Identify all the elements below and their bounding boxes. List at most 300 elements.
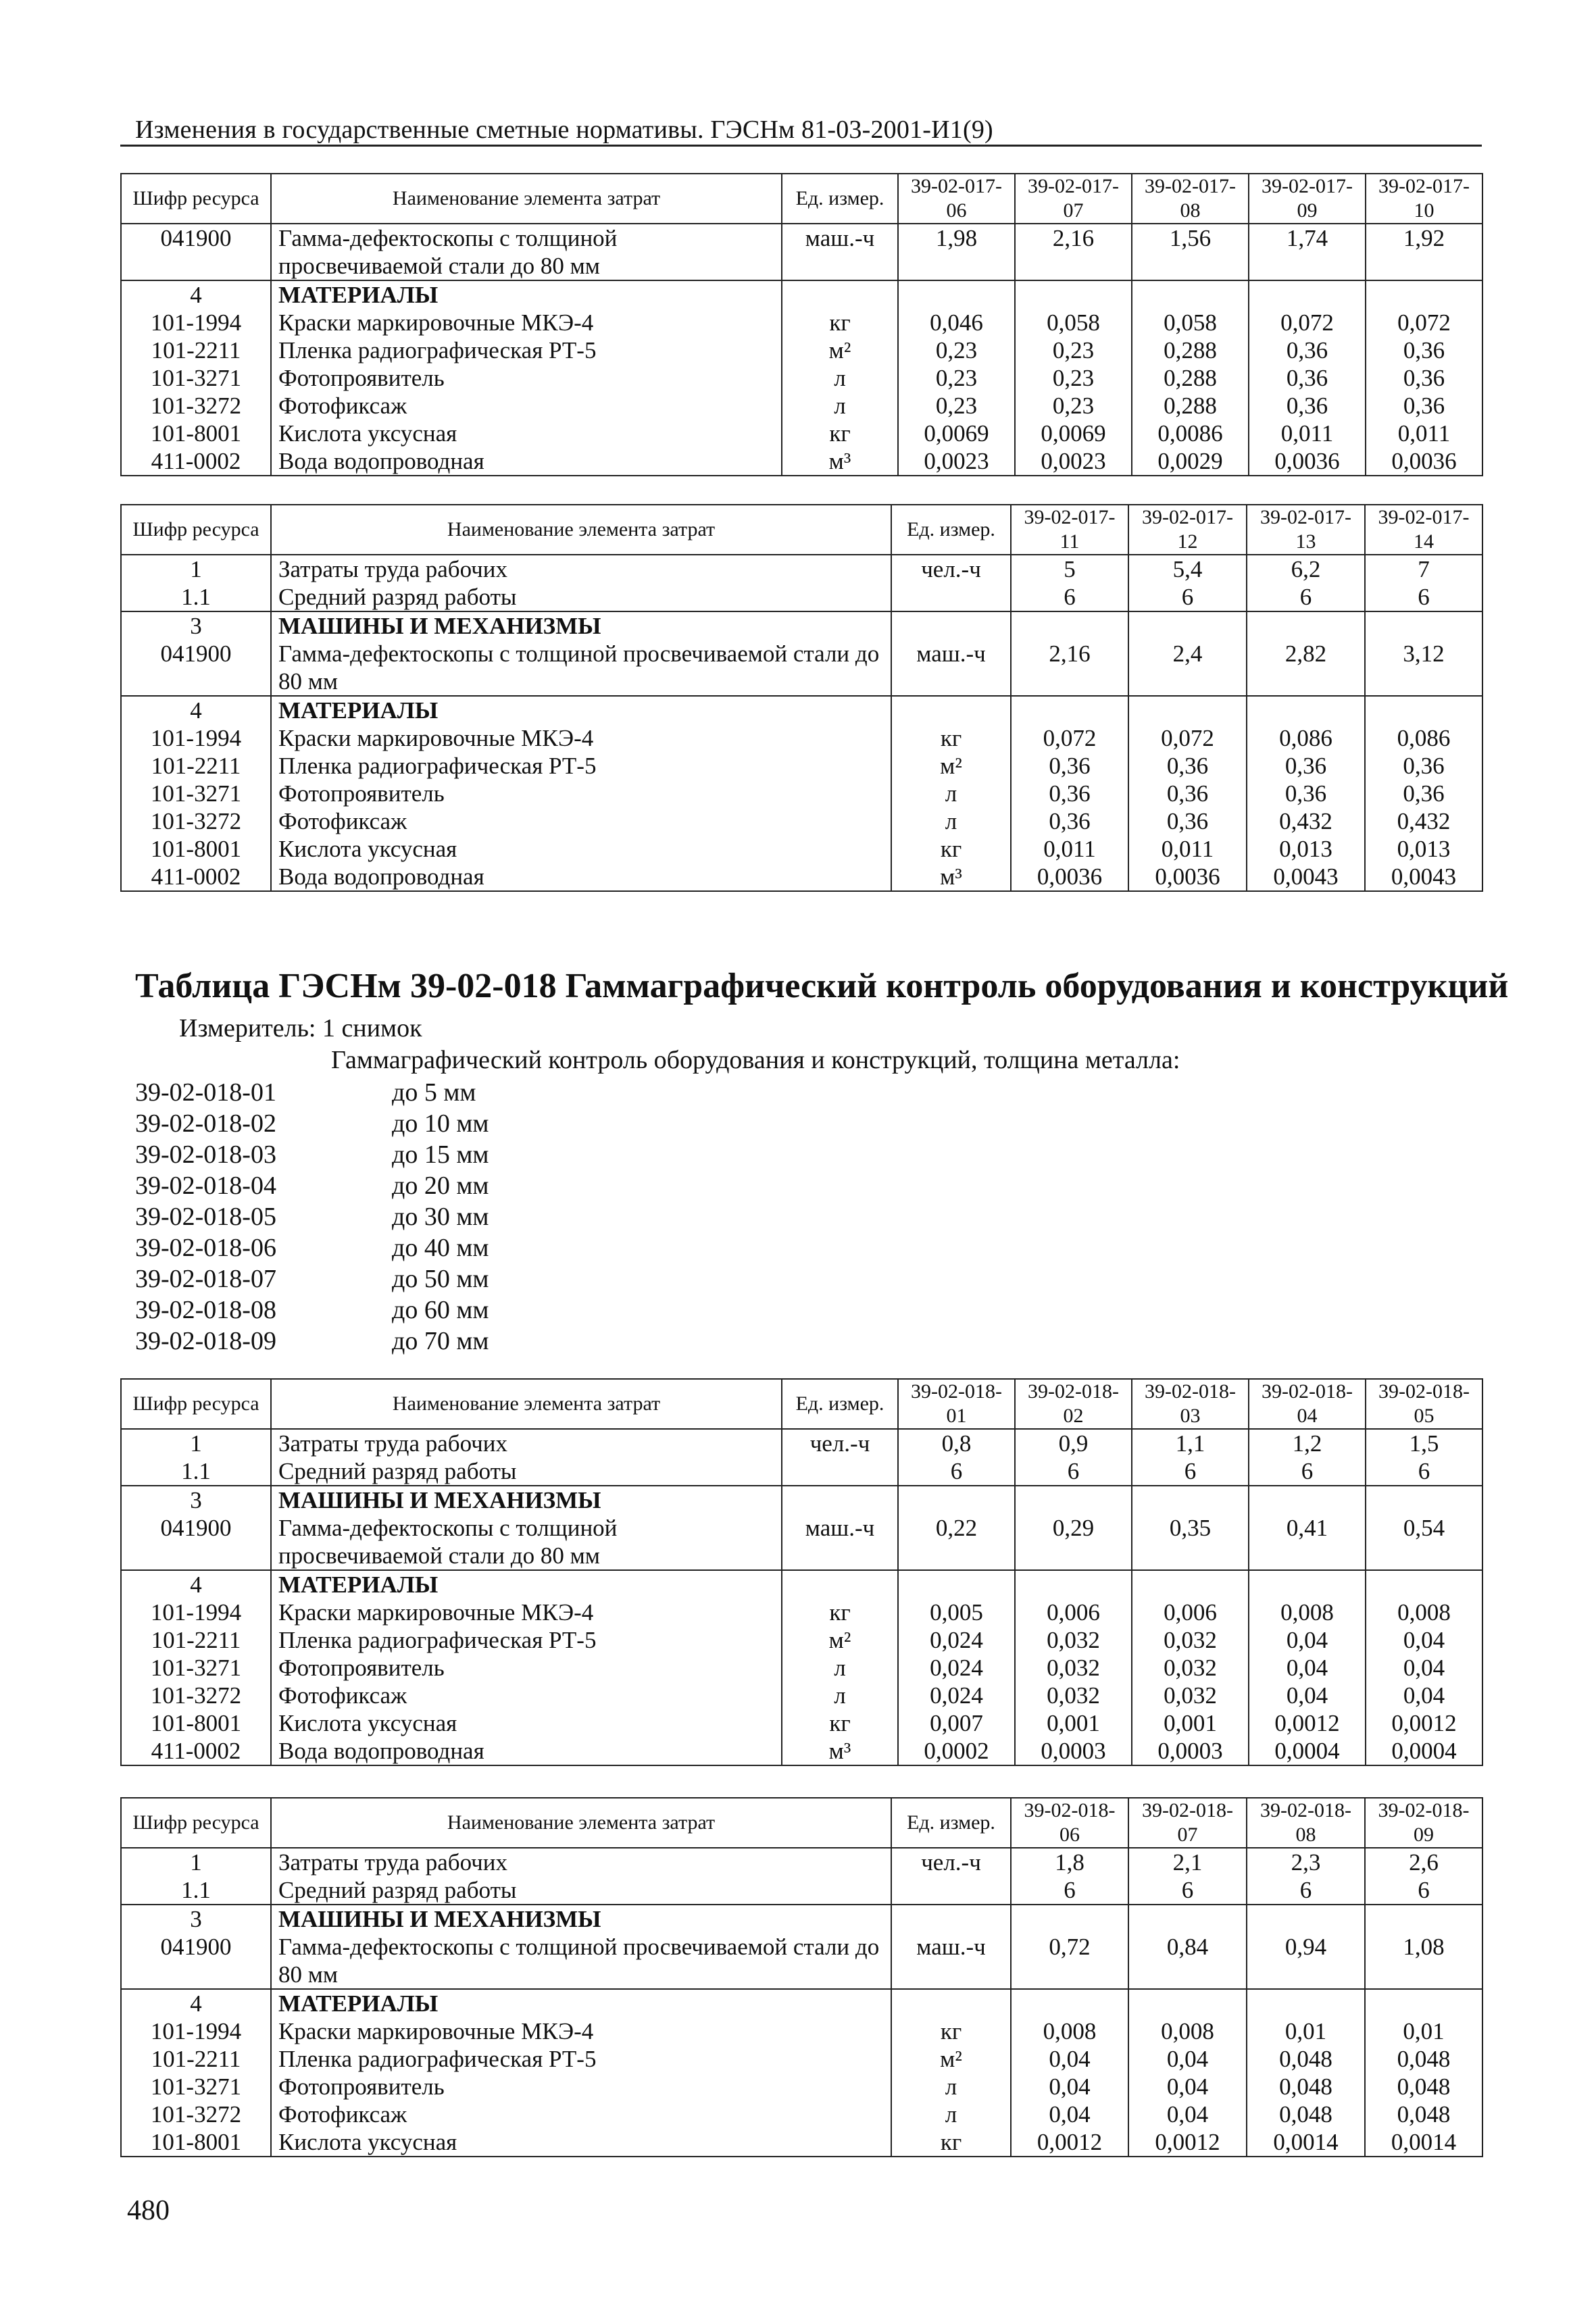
row-value <box>1365 1989 1482 2017</box>
table-row <box>121 1682 1482 1709</box>
row-value <box>1247 696 1365 724</box>
header-column-code: 39-02-017-13 <box>1247 505 1365 555</box>
header-column-code: 39-02-018-02 <box>1015 1379 1132 1429</box>
table-row <box>121 1737 1482 1765</box>
row-value: 0,032 <box>1015 1682 1132 1709</box>
row-value: 0,36 <box>1011 807 1128 835</box>
row-value: 0,0036 <box>1128 863 1247 891</box>
row-value: 6,2 <box>1247 555 1365 583</box>
variant-code: 39-02-018-09 <box>135 1327 276 1355</box>
row-value: 0,22 <box>898 1514 1015 1570</box>
row-value: 0,0069 <box>1015 420 1132 447</box>
row-value: 0,0043 <box>1365 863 1482 891</box>
row-value: 0,04 <box>1249 1682 1366 1709</box>
row-code: 041900 <box>121 1933 271 1989</box>
row-name: МАШИНЫ И МЕХАНИЗМЫ <box>271 1486 782 1514</box>
row-unit: л <box>891 2073 1011 2101</box>
row-value: 0,0036 <box>1366 447 1482 476</box>
row-code: 1.1 <box>121 1457 271 1486</box>
header-column-code: 39-02-018-04 <box>1249 1379 1366 1429</box>
variant-item <box>135 1170 489 1201</box>
row-value: 1,08 <box>1365 1933 1482 1989</box>
table-row <box>121 640 1482 696</box>
row-code: 4 <box>121 1570 271 1599</box>
row-unit <box>891 1905 1011 1933</box>
row-name: Пленка радиографическая РТ-5 <box>271 752 891 780</box>
row-unit: маш.-ч <box>891 1933 1011 1989</box>
row-value: 0,36 <box>1366 392 1482 420</box>
row-unit: маш.-ч <box>782 1514 898 1570</box>
row-unit: маш.-ч <box>891 640 1011 696</box>
table-row <box>121 2101 1482 2128</box>
row-value: 0,04 <box>1366 1654 1482 1682</box>
row-value: 0,36 <box>1249 336 1366 364</box>
row-code: 3 <box>121 1486 271 1514</box>
table-row <box>121 1626 1482 1654</box>
row-value <box>1132 1570 1249 1599</box>
row-unit: кг <box>782 1599 898 1626</box>
row-code: 101-3271 <box>121 1654 271 1682</box>
row-value: 0,032 <box>1132 1626 1249 1654</box>
row-value <box>898 280 1015 309</box>
row-name: Пленка радиографическая РТ-5 <box>271 1626 782 1654</box>
row-unit: кг <box>782 1709 898 1737</box>
row-unit <box>782 1457 898 1486</box>
row-name: Фотопроявитель <box>271 780 891 807</box>
row-value: 0,35 <box>1132 1514 1249 1570</box>
resource-table-3 <box>120 1378 1483 1766</box>
header-column-code: 39-02-017-12 <box>1128 505 1247 555</box>
row-value <box>1366 1486 1482 1514</box>
row-code: 1.1 <box>121 583 271 611</box>
table-row <box>121 336 1482 364</box>
row-value: 1,2 <box>1249 1429 1366 1457</box>
row-value: 0,046 <box>898 309 1015 336</box>
row-value: 0,048 <box>1365 2045 1482 2073</box>
row-value: 1,92 <box>1366 224 1482 280</box>
row-value: 0,024 <box>898 1654 1015 1682</box>
row-code: 1 <box>121 555 271 583</box>
resource-table-2 <box>120 504 1483 892</box>
table-row <box>121 1933 1482 1989</box>
row-value <box>1015 1486 1132 1514</box>
row-value: 0,011 <box>1011 835 1128 863</box>
row-name: МАТЕРИАЛЫ <box>271 696 891 724</box>
row-code: 101-8001 <box>121 420 271 447</box>
row-name: Краски маркировочные МКЭ-4 <box>271 309 782 336</box>
row-name: Гамма-дефектоскопы с толщиной просвечиваемой стали до 80 мм <box>271 1514 782 1570</box>
row-unit: кг <box>891 2017 1011 2045</box>
row-value <box>1365 696 1482 724</box>
row-value: 0,0003 <box>1132 1737 1249 1765</box>
row-value <box>1365 1905 1482 1933</box>
header-column-code: 39-02-017-07 <box>1015 174 1132 224</box>
variants-list <box>135 1077 489 1357</box>
row-value: 0,9 <box>1015 1429 1132 1457</box>
row-value: 0,011 <box>1249 420 1366 447</box>
row-unit: маш.-ч <box>782 224 898 280</box>
variant-text: до 20 мм <box>392 1172 489 1200</box>
group-row <box>121 1486 1482 1514</box>
row-value: 0,36 <box>1249 364 1366 392</box>
row-value: 1,74 <box>1249 224 1366 280</box>
row-name: МАТЕРИАЛЫ <box>271 280 782 309</box>
row-value: 0,008 <box>1128 2017 1247 2045</box>
table-header-row <box>121 1798 1482 1848</box>
row-value <box>1015 280 1132 309</box>
row-code: 101-3271 <box>121 2073 271 2101</box>
row-name: Вода водопроводная <box>271 447 782 476</box>
group-row <box>121 1905 1482 1933</box>
variant-code: 39-02-018-05 <box>135 1203 276 1231</box>
row-code: 101-3271 <box>121 364 271 392</box>
row-name: Средний разряд работы <box>271 583 891 611</box>
row-code: 101-1994 <box>121 309 271 336</box>
header-name: Наименование элемента затрат <box>271 174 782 224</box>
header-column-code: 39-02-018-05 <box>1366 1379 1482 1429</box>
row-value: 0,36 <box>1365 780 1482 807</box>
row-code: 101-3272 <box>121 807 271 835</box>
row-name: Гамма-дефектоскопы с толщиной просвечиваемой стали до 80 мм <box>271 640 891 696</box>
row-name: МАТЕРИАЛЫ <box>271 1989 891 2017</box>
row-value: 0,032 <box>1132 1682 1249 1709</box>
row-unit <box>782 1486 898 1514</box>
row-value: 0,432 <box>1365 807 1482 835</box>
row-value: 0,0012 <box>1366 1709 1482 1737</box>
row-unit: кг <box>891 835 1011 863</box>
row-value: 0,288 <box>1132 392 1249 420</box>
row-value <box>1128 1905 1247 1933</box>
row-value: 0,04 <box>1249 1626 1366 1654</box>
row-name: Фотопроявитель <box>271 364 782 392</box>
row-value: 0,0036 <box>1249 447 1366 476</box>
row-name: МАТЕРИАЛЫ <box>271 1570 782 1599</box>
row-value <box>1011 611 1128 640</box>
row-value: 1,56 <box>1132 224 1249 280</box>
variant-item <box>135 1232 489 1263</box>
row-value: 0,001 <box>1015 1709 1132 1737</box>
row-code: 411-0002 <box>121 863 271 891</box>
variant-code: 39-02-018-06 <box>135 1234 276 1262</box>
header-column-code: 39-02-017-06 <box>898 174 1015 224</box>
row-value: 0,0002 <box>898 1737 1015 1765</box>
row-value: 0,04 <box>1128 2045 1247 2073</box>
row-value: 2,3 <box>1247 1848 1365 1876</box>
row-unit <box>891 583 1011 611</box>
row-name: Пленка радиографическая РТ-5 <box>271 2045 891 2073</box>
row-code: 3 <box>121 611 271 640</box>
row-name: Фотофиксаж <box>271 2101 891 2128</box>
row-value: 2,82 <box>1247 640 1365 696</box>
row-code: 101-8001 <box>121 1709 271 1737</box>
row-value: 2,6 <box>1365 1848 1482 1876</box>
row-value: 0,048 <box>1365 2073 1482 2101</box>
row-value: 0,048 <box>1247 2073 1365 2101</box>
table-row <box>121 392 1482 420</box>
variant-text: до 10 мм <box>392 1109 489 1138</box>
row-value: 6 <box>1249 1457 1366 1486</box>
row-code: 041900 <box>121 1514 271 1570</box>
row-value <box>898 1486 1015 1514</box>
row-value: 0,008 <box>1249 1599 1366 1626</box>
row-value <box>1132 1486 1249 1514</box>
row-value: 0,032 <box>1015 1654 1132 1682</box>
row-value: 0,0043 <box>1247 863 1365 891</box>
row-name: МАШИНЫ И МЕХАНИЗМЫ <box>271 1905 891 1933</box>
row-value: 0,23 <box>898 392 1015 420</box>
row-value: 6 <box>1366 1457 1482 1486</box>
row-value: 1,8 <box>1011 1848 1128 1876</box>
row-value: 0,024 <box>898 1626 1015 1654</box>
row-name: Пленка радиографическая РТ-5 <box>271 336 782 364</box>
row-value: 6 <box>1247 583 1365 611</box>
row-value: 0,0023 <box>898 447 1015 476</box>
row-name: МАШИНЫ И МЕХАНИЗМЫ <box>271 611 891 640</box>
row-value: 0,8 <box>898 1429 1015 1457</box>
row-code: 101-1994 <box>121 1599 271 1626</box>
variant-text: до 5 мм <box>392 1078 476 1107</box>
table-row <box>121 1429 1482 1457</box>
row-unit: л <box>891 807 1011 835</box>
table-row <box>121 2017 1482 2045</box>
row-value: 0,072 <box>1249 309 1366 336</box>
row-value <box>1366 1570 1482 1599</box>
row-unit: л <box>782 364 898 392</box>
row-unit: л <box>782 392 898 420</box>
row-value: 0,84 <box>1128 1933 1247 1989</box>
row-value <box>1247 611 1365 640</box>
table-row <box>121 1654 1482 1682</box>
row-value: 0,04 <box>1128 2101 1247 2128</box>
row-value: 0,04 <box>1011 2073 1128 2101</box>
row-value: 6 <box>1132 1457 1249 1486</box>
row-name: Кислота уксусная <box>271 1709 782 1737</box>
row-value: 0,36 <box>1247 752 1365 780</box>
row-unit <box>782 1570 898 1599</box>
resource-table-1 <box>120 173 1483 476</box>
row-value: 0,086 <box>1365 724 1482 752</box>
row-name: Кислота уксусная <box>271 835 891 863</box>
row-unit: л <box>891 2101 1011 2128</box>
row-value: 0,0029 <box>1132 447 1249 476</box>
row-value: 0,032 <box>1015 1626 1132 1654</box>
table-row <box>121 309 1482 336</box>
variant-item <box>135 1201 489 1232</box>
row-value: 0,0086 <box>1132 420 1249 447</box>
row-value: 0,36 <box>1249 392 1366 420</box>
row-value <box>1247 1989 1365 2017</box>
row-code: 1.1 <box>121 1876 271 1905</box>
row-unit <box>782 280 898 309</box>
variant-item <box>135 1077 489 1108</box>
row-value <box>1249 1570 1366 1599</box>
header-code: Шифр ресурса <box>121 1379 271 1429</box>
row-value: 2,16 <box>1015 224 1132 280</box>
table-row <box>121 1457 1482 1486</box>
row-value <box>898 1570 1015 1599</box>
variant-item <box>135 1108 489 1139</box>
group-row <box>121 696 1482 724</box>
page-number: 480 <box>127 2195 170 2226</box>
group-row <box>121 611 1482 640</box>
row-value: 0,36 <box>1128 807 1247 835</box>
row-value <box>1247 1905 1365 1933</box>
row-code: 1 <box>121 1848 271 1876</box>
row-code: 041900 <box>121 224 271 280</box>
row-value: 1,5 <box>1366 1429 1482 1457</box>
row-name: Краски маркировочные МКЭ-4 <box>271 1599 782 1626</box>
table-row <box>121 835 1482 863</box>
row-unit: л <box>782 1654 898 1682</box>
group-row <box>121 280 1482 309</box>
row-value: 5 <box>1011 555 1128 583</box>
row-value: 0,048 <box>1365 2101 1482 2128</box>
row-value: 0,005 <box>898 1599 1015 1626</box>
row-value <box>1015 1570 1132 1599</box>
row-value: 0,288 <box>1132 364 1249 392</box>
row-name: Вода водопроводная <box>271 863 891 891</box>
row-value: 0,058 <box>1132 309 1249 336</box>
row-name: Затраты труда рабочих <box>271 1429 782 1457</box>
row-value: 0,04 <box>1128 2073 1247 2101</box>
row-value: 1,98 <box>898 224 1015 280</box>
row-value: 0,36 <box>1128 752 1247 780</box>
row-unit <box>891 1876 1011 1905</box>
row-value: 0,04 <box>1249 1654 1366 1682</box>
row-value: 0,432 <box>1247 807 1365 835</box>
resource-table-4 <box>120 1797 1483 2157</box>
row-value: 6 <box>898 1457 1015 1486</box>
table-row <box>121 2045 1482 2073</box>
meter-line: Измеритель: 1 снимок <box>179 1014 422 1042</box>
row-code: 101-2211 <box>121 1626 271 1654</box>
row-value <box>1365 611 1482 640</box>
table-row <box>121 364 1482 392</box>
table-row <box>121 1514 1482 1570</box>
table-row <box>121 447 1482 476</box>
row-unit: м³ <box>891 863 1011 891</box>
row-value: 2,16 <box>1011 640 1128 696</box>
row-value: 0,0069 <box>898 420 1015 447</box>
row-code: 101-2211 <box>121 336 271 364</box>
section-heading: Таблица ГЭСНм 39-02-018 Гаммаграфический контроль оборудования и конструкций <box>135 967 1509 1005</box>
row-value: 0,54 <box>1366 1514 1482 1570</box>
row-value: 0,23 <box>1015 364 1132 392</box>
row-name: Краски маркировочные МКЭ-4 <box>271 2017 891 2045</box>
row-name: Фотофиксаж <box>271 1682 782 1709</box>
row-value: 0,0004 <box>1249 1737 1366 1765</box>
variant-text: до 70 мм <box>392 1327 489 1355</box>
row-code: 041900 <box>121 640 271 696</box>
row-value: 0,058 <box>1015 309 1132 336</box>
header-column-code: 39-02-018-09 <box>1365 1798 1482 1848</box>
row-unit: м² <box>891 752 1011 780</box>
table-row <box>121 807 1482 835</box>
row-unit <box>891 1989 1011 2017</box>
row-value <box>1366 280 1482 309</box>
row-value <box>1128 611 1247 640</box>
row-value: 0,048 <box>1247 2045 1365 2073</box>
header-column-code: 39-02-017-10 <box>1366 174 1482 224</box>
row-unit: л <box>891 780 1011 807</box>
row-value: 6 <box>1365 1876 1482 1905</box>
row-unit: чел.-ч <box>891 1848 1011 1876</box>
row-value: 0,0014 <box>1365 2128 1482 2157</box>
header-column-code: 39-02-018-03 <box>1132 1379 1249 1429</box>
variants-caption: Гаммаграфический контроль оборудования и конструкций, толщина металла: <box>331 1046 1180 1074</box>
row-name: Гамма-дефектоскопы с толщиной просвечиваемой стали до 80 мм <box>271 224 782 280</box>
row-code: 101-1994 <box>121 2017 271 2045</box>
row-value: 0,024 <box>898 1682 1015 1709</box>
row-value: 0,008 <box>1011 2017 1128 2045</box>
table-header-row <box>121 1379 1482 1429</box>
row-value: 2,1 <box>1128 1848 1247 1876</box>
row-value: 0,072 <box>1366 309 1482 336</box>
row-value: 0,0012 <box>1128 2128 1247 2157</box>
header-name: Наименование элемента затрат <box>271 1379 782 1429</box>
header-unit: Ед. измер. <box>891 1798 1011 1848</box>
row-unit <box>891 696 1011 724</box>
header-unit: Ед. измер. <box>782 174 898 224</box>
header-code: Шифр ресурса <box>121 505 271 555</box>
row-code: 101-1994 <box>121 724 271 752</box>
row-name: Гамма-дефектоскопы с толщиной просвечиваемой стали до 80 мм <box>271 1933 891 1989</box>
row-value: 0,032 <box>1132 1654 1249 1682</box>
row-value <box>1128 696 1247 724</box>
row-value: 0,0012 <box>1011 2128 1128 2157</box>
row-value: 0,36 <box>1011 752 1128 780</box>
row-code: 101-8001 <box>121 835 271 863</box>
row-code: 411-0002 <box>121 447 271 476</box>
row-unit: м³ <box>782 1737 898 1765</box>
variant-text: до 50 мм <box>392 1265 489 1293</box>
row-value: 0,23 <box>1015 392 1132 420</box>
row-value: 0,94 <box>1247 1933 1365 1989</box>
row-value: 0,011 <box>1366 420 1482 447</box>
row-value <box>1011 1905 1128 1933</box>
row-value: 0,04 <box>1366 1682 1482 1709</box>
table-header-row <box>121 174 1482 224</box>
row-value: 0,008 <box>1366 1599 1482 1626</box>
row-value: 0,36 <box>1128 780 1247 807</box>
row-value: 0,006 <box>1132 1599 1249 1626</box>
row-code: 101-2211 <box>121 752 271 780</box>
row-value: 0,23 <box>1015 336 1132 364</box>
row-value: 1,1 <box>1132 1429 1249 1457</box>
table-row <box>121 2128 1482 2157</box>
variant-code: 39-02-018-01 <box>135 1078 276 1107</box>
table-row <box>121 1876 1482 1905</box>
row-name: Краски маркировочные МКЭ-4 <box>271 724 891 752</box>
row-value <box>1249 1486 1366 1514</box>
row-value: 7 <box>1365 555 1482 583</box>
variant-item <box>135 1326 489 1357</box>
variant-code: 39-02-018-02 <box>135 1109 276 1138</box>
table-row <box>121 583 1482 611</box>
row-value: 0,007 <box>898 1709 1015 1737</box>
row-value: 5,4 <box>1128 555 1247 583</box>
variant-item <box>135 1139 489 1170</box>
variant-code: 39-02-018-08 <box>135 1296 276 1324</box>
group-row <box>121 1570 1482 1599</box>
row-value: 6 <box>1365 583 1482 611</box>
variant-code: 39-02-018-07 <box>135 1265 276 1293</box>
table-row <box>121 780 1482 807</box>
row-code: 101-3271 <box>121 780 271 807</box>
row-value <box>1011 696 1128 724</box>
table-row <box>121 2073 1482 2101</box>
row-value: 6 <box>1128 583 1247 611</box>
